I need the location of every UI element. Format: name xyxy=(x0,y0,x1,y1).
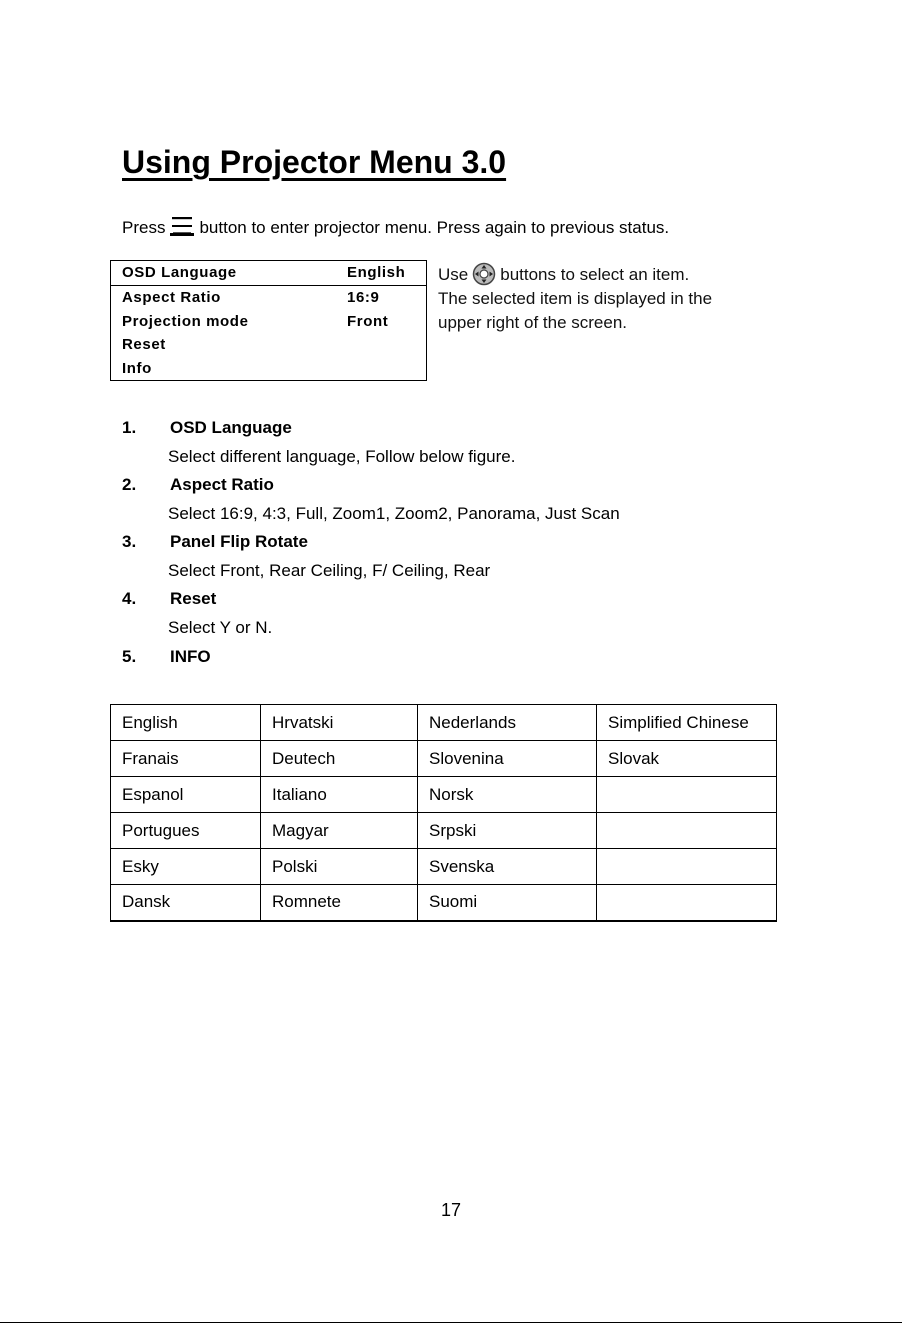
page-title: Using Projector Menu 3.0 xyxy=(122,144,507,180)
table-cell: Magyar xyxy=(261,813,418,849)
table-row xyxy=(111,813,777,849)
table-cell: Svenska xyxy=(418,849,597,885)
osd-label: Projection mode xyxy=(122,313,249,330)
list-item-heading xyxy=(122,414,292,442)
list-item-description: Select Y or N. xyxy=(168,618,273,637)
table-cell: Srpski xyxy=(418,813,597,849)
item-title: INFO xyxy=(170,647,211,666)
osd-value: English xyxy=(347,264,406,281)
list-item-heading xyxy=(122,528,308,556)
table-row xyxy=(111,885,777,921)
table-cell xyxy=(597,813,777,849)
item-number: 2. xyxy=(122,475,137,494)
osd-label: Info xyxy=(122,360,152,377)
item-number: 4. xyxy=(122,589,137,608)
table-cell: Nederlands xyxy=(418,705,597,741)
table-cell: Romnete xyxy=(261,885,418,921)
item-number: 5. xyxy=(122,647,137,666)
list-item-description: Select Front, Rear Ceiling, F/ Ceiling, Rear xyxy=(168,561,491,580)
side-note-line-1 xyxy=(438,262,712,287)
bottom-divider xyxy=(0,1322,902,1323)
intro-press-text: Press xyxy=(122,218,166,237)
osd-row-info xyxy=(111,357,426,381)
osd-row-aspect xyxy=(111,286,426,310)
item-title: Panel Flip Rotate xyxy=(170,532,308,551)
list-item-heading xyxy=(122,643,211,671)
table-cell: Norsk xyxy=(418,777,597,813)
table-cell: Suomi xyxy=(418,885,597,921)
table-cell: Franais xyxy=(111,741,261,777)
item-number: 1. xyxy=(122,418,137,437)
table-cell xyxy=(597,849,777,885)
table-cell: Deutech xyxy=(261,741,418,777)
table-cell xyxy=(597,777,777,813)
side-note-use-text: Use xyxy=(438,265,469,284)
osd-row-reset xyxy=(111,333,426,357)
osd-label: Aspect Ratio xyxy=(122,289,221,306)
item-title: OSD Language xyxy=(170,418,292,437)
osd-row-language xyxy=(111,261,426,286)
osd-value: Front xyxy=(347,313,389,330)
osd-value: 16:9 xyxy=(347,289,380,306)
list-item-heading xyxy=(122,585,216,613)
table-row xyxy=(111,705,777,741)
navigation-pad-icon xyxy=(472,262,496,286)
side-note-buttons-text: buttons to select an item. xyxy=(500,265,690,284)
table-cell: Dansk xyxy=(111,885,261,921)
side-note xyxy=(438,262,712,335)
osd-label: OSD Language xyxy=(122,264,237,281)
list-item-description: Select 16:9, 4:3, Full, Zoom1, Zoom2, Panorama, Just Scan xyxy=(168,504,620,523)
intro-rest-text: button to enter projector menu. Press again to previous status. xyxy=(199,218,670,237)
intro-text xyxy=(122,213,669,243)
osd-row-projection xyxy=(111,310,426,334)
table-cell: Portugues xyxy=(111,813,261,849)
table-row xyxy=(111,849,777,885)
item-number: 3. xyxy=(122,532,137,551)
table-row xyxy=(111,741,777,777)
table-row xyxy=(111,777,777,813)
table-cell: Esky xyxy=(111,849,261,885)
table-cell xyxy=(597,885,777,921)
table-cell: Simplified Chinese xyxy=(597,705,777,741)
table-cell: Hrvatski xyxy=(261,705,418,741)
side-note-line-3: upper right of the screen. xyxy=(438,313,628,332)
osd-menu-box xyxy=(110,260,427,381)
table-cell: Slovenina xyxy=(418,741,597,777)
table-cell: Espanol xyxy=(111,777,261,813)
item-title: Reset xyxy=(170,589,217,608)
side-note-line-2: The selected item is displayed in the xyxy=(438,289,713,308)
menu-icon xyxy=(169,216,195,238)
list-item-heading xyxy=(122,471,274,499)
table-cell: Slovak xyxy=(597,741,777,777)
osd-label: Reset xyxy=(122,336,166,353)
language-table xyxy=(110,704,777,922)
page-number: 17 xyxy=(440,1200,462,1220)
table-cell: English xyxy=(111,705,261,741)
list-item-description: Select different language, Follow below figure. xyxy=(168,447,516,466)
table-cell: Italiano xyxy=(261,777,418,813)
item-title: Aspect Ratio xyxy=(170,475,274,494)
table-cell: Polski xyxy=(261,849,418,885)
